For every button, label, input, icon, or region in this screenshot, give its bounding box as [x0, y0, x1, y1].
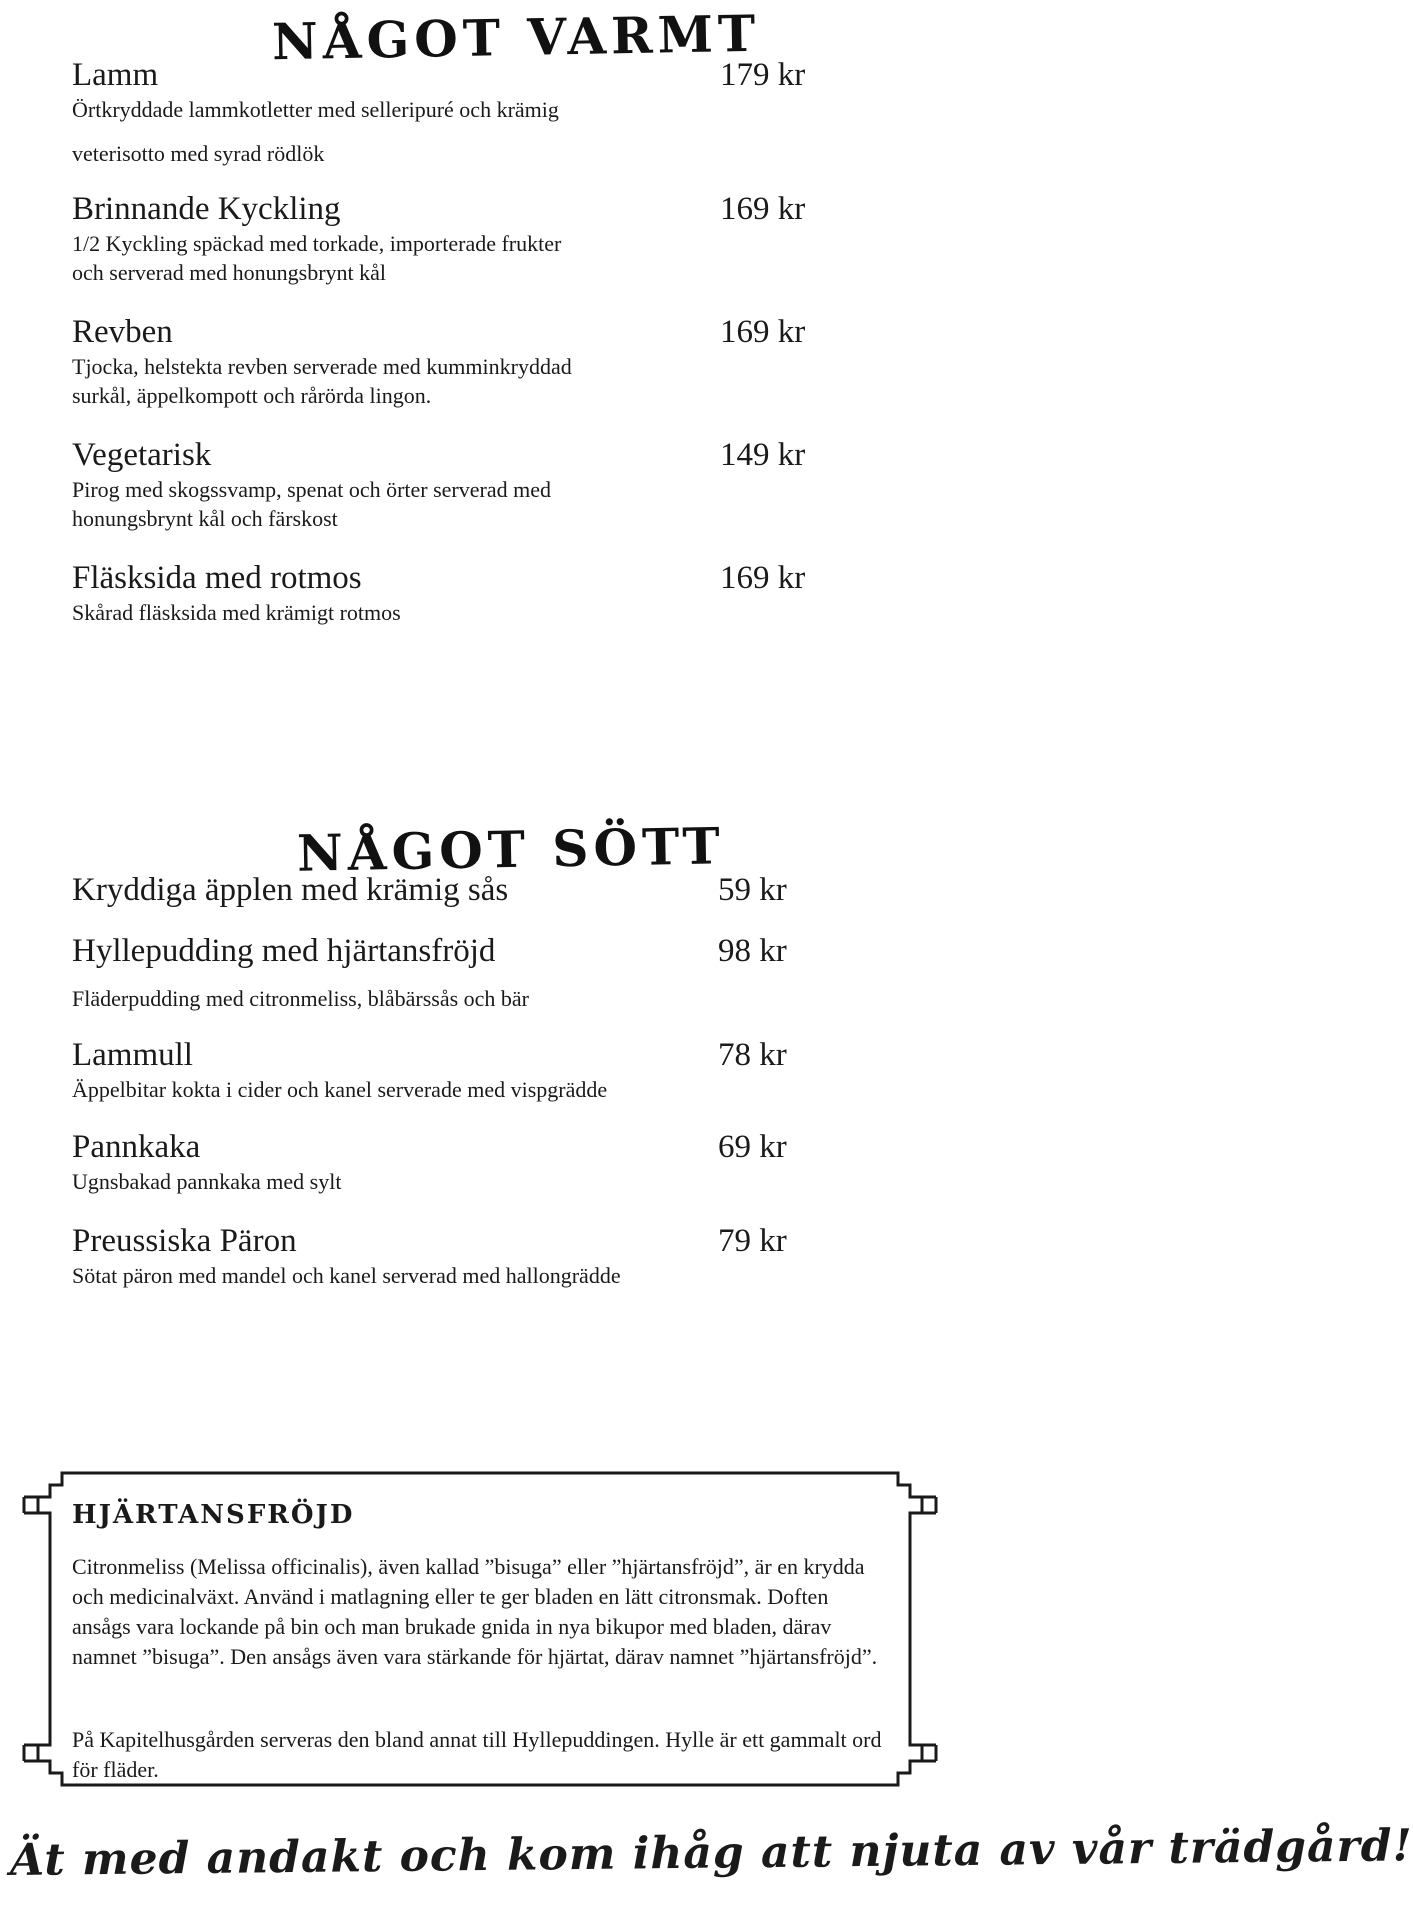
item-description: Äppelbitar kokta i cider och kanel serverade med vispgrädde [72, 1077, 608, 1102]
item-name: Revben [72, 314, 173, 350]
item-price: 169 kr [720, 191, 806, 227]
item-price: 69 kr [718, 1129, 787, 1165]
item-name: Vegetarisk [72, 437, 212, 473]
menu-item-kryddiga-applen [72, 870, 508, 910]
item-name: Kryddiga äpplen med krämig sås [72, 872, 509, 908]
info-paragraph: Citronmeliss (Melissa officinalis), även kallad ”bisuga” eller ”hjärtansfröjd”, är en krydda och medicinalväxt. Använd i matlagning eller te ger bladen en lätt citronsmak. Doften ansågs vara lockande på bin och man brukade gnida in nya bikupor med bladen, därav namnet ”bisuga”. Den ansågs även vara stärkande för hjärtat, därav namnet ”hjärtansfröjd”. [72, 1554, 878, 1669]
item-description: Tjocka, helstekta revben serverade med kumminkryddad [72, 354, 572, 379]
item-description: Pirog med skogssvamp, spenat och örter serverad med [72, 477, 551, 502]
info-paragraph: På Kapitelhusgården serveras den bland annat till Hyllepuddingen. Hylle är ett gammalt ord för fläder. [72, 1727, 882, 1782]
menu-item-revben [72, 312, 572, 410]
item-price: 169 kr [720, 560, 806, 596]
item-price: 169 kr [720, 314, 806, 350]
item-name: Brinnande Kyckling [72, 191, 341, 227]
menu-item-flasksida [72, 558, 401, 627]
item-price: 98 kr [718, 933, 787, 969]
item-name: Lamm [72, 57, 159, 93]
info-title: HJÄRTANSFRÖJD [72, 1500, 355, 1530]
item-description: Ugnsbakad pannkaka med sylt [72, 1169, 342, 1194]
menu-item-lammull [72, 1035, 607, 1104]
section-title-sweet: NÅGOT SÖTT [296, 816, 726, 883]
item-description: Örtkryddade lammkotletter med selleripuré och krämig [72, 97, 559, 122]
item-name: Pannkaka [72, 1129, 201, 1165]
item-price: 59 kr [718, 872, 787, 908]
item-description: surkål, äppelkompott och rårörda lingon. [72, 383, 432, 408]
menu-item-vegetarisk [72, 435, 551, 533]
menu-item-preussiska-paron [72, 1221, 621, 1290]
menu-item-hyllepudding [72, 931, 529, 1013]
item-name: Hyllepudding med hjärtansfröjd [72, 933, 496, 969]
item-description: Fläderpudding med citronmeliss, blåbärssås och bär [72, 986, 530, 1011]
item-description: 1/2 Kyckling späckad med torkade, importerade frukter [72, 231, 562, 256]
item-description: veterisotto med syrad rödlök [72, 141, 325, 166]
item-name: Preussiska Päron [72, 1223, 297, 1259]
menu-item-pannkaka [72, 1127, 341, 1196]
item-name: Lammull [72, 1037, 193, 1073]
item-price: 149 kr [720, 437, 806, 473]
item-price: 79 kr [718, 1223, 787, 1259]
info-box [38, 1473, 922, 1785]
item-name: Fläsksida med rotmos [72, 560, 362, 596]
item-description: Skårad fläsksida med krämigt rotmos [72, 600, 401, 625]
menu-item-lamm [72, 55, 559, 168]
footer-slogan: Ät med andakt och kom ihåg att njuta av vår trädgård! [9, 1820, 1413, 1886]
section-title-hot: NÅGOT VARMT [271, 3, 761, 72]
item-price: 179 kr [720, 57, 806, 93]
item-description: och serverad med honungsbrynt kål [72, 260, 387, 285]
item-price: 78 kr [718, 1037, 787, 1073]
item-description: honungsbrynt kål och färskost [72, 506, 338, 531]
menu-item-brinnande-kyckling [72, 189, 561, 287]
item-description: Sötat päron med mandel och kanel serverad med hallongrädde [72, 1263, 621, 1288]
